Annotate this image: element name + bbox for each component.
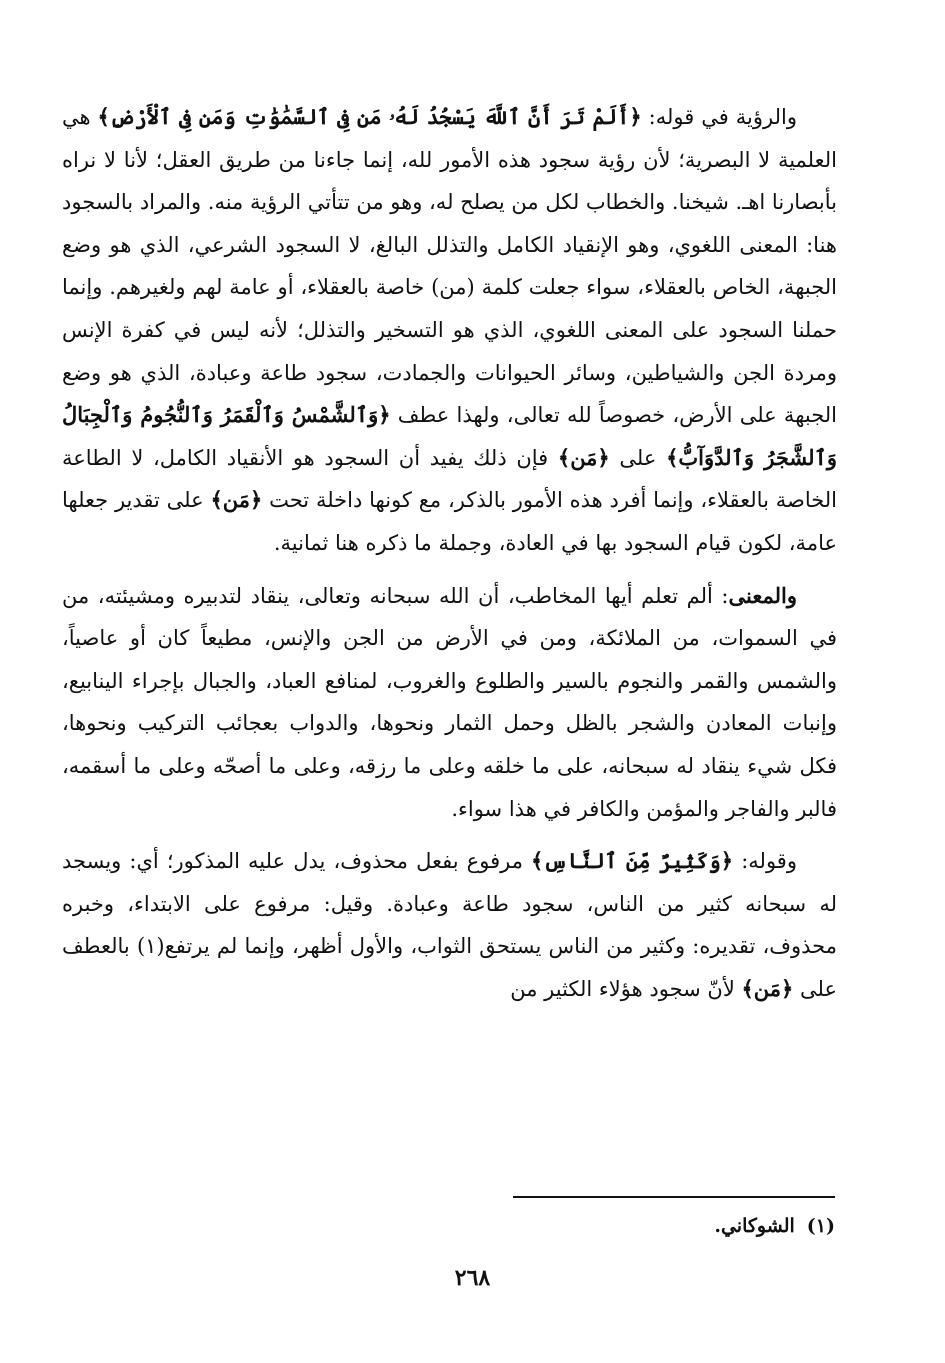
paragraph-1 [62,96,837,565]
quran-verse: ﴿مَن﴾ [210,487,263,513]
paragraph-2 [62,575,837,831]
text-segment: على [609,445,667,470]
page-number: ٢٦٨ [454,1265,491,1291]
paragraph-lead-word: والمعنى [728,582,797,608]
footnote-separator [513,1196,835,1198]
text-segment: لأنّ سجود هؤلاء الكثير من [510,976,742,1001]
quran-verse: ﴿وَٱلشَّمْسُ وَٱلْقَمَرُ وَٱلنُّجُومُ وَٱلْجِبَالُ وَٱلشَّجَرُ وَٱلدَّوَآبُّ﴾ [62,402,838,470]
text-segment: فإن ذلك يفيد أن السجود هو الأنقياد الكامل، لا الطاعة الخاصة بالعقلاء، وإنما أفرد هذه الأمور بالذكر، مع كونها داخلة تحت [62,445,838,513]
quran-verse: ﴿مَن﴾ [557,444,610,470]
text-segment: (١) [136,934,165,959]
footnote [195,1210,835,1242]
quran-verse: ﴿مَن﴾ [741,975,794,1001]
footnote-marker: (١) [806,1215,835,1237]
footnote-text: الشوكاني. [714,1215,795,1237]
text-segment: والرؤية في قوله: [641,105,797,129]
quran-verse: ﴿وَكَثِيرٌ مِّنَ ٱلنَّاسِ﴾ [531,848,734,874]
text-segment: مرفوع بفعل محذوف، يدل عليه المذكور؛ أي: ويسجد له سبحانه كثير من الناس، سجود طاعة وعبادة. وقيل: مرفوع على الابتداء، وخبره محذوف، تقديره: وكثير من الناس يستحق الثواب، والأول أظهر، وإنما لم يرتفع [62,849,837,959]
text-segment: : ألم تعلم أيها المخاطب، أن الله سبحانه وتعالى، ينقاد لتدبيره ومشيئته، من في السموات، من الملائكة، ومن في الأرض من الجن والإنس، مطيعاً كان أو عاصياً، والشمس والقمر والنجوم بالسير والطلوع والغروب، لمنافع العباد، والجبال بإجراء الينابيع، وإنبات المعادن والشجر بالظل وحمل الثمار ونحوها، والدواب بعجائب التركيب ونحوها، فكل شيء ينقاد له سبحانه، على ما خلقه وعلى ما رزقه، وعلى ما أصحّه وعلى ما أسقمه، فالبر والفاجر والمؤمن والكافر في هذا سواء. [62,583,837,821]
text-segment: بالعطف على [62,934,837,1001]
text-segment: هي العلمية لا البصرية؛ لأن رؤية سجود هذه الأمور لله، إنما جاءنا من طريق العقل؛ لأنا لا نراه بأبصارنا اهـ. شيخنا. والخطاب لكل من يصلح له، وهو من تتأتي الرؤية منه. والمراد بالسجود هنا: المعنى اللغوي، وهو الإنقياد الكامل والتذلل البالغ، لا السجود الشرعي، الذي هو وضع الجبهة، الخاص بالعقلاء، سواء جعلت كلمة (من) خاصة بالعقلاء، أو عامة لهم ولغيرهم. وإنما حملنا السجود على المعنى اللغوي، الذي هو التسخير والتذلل؛ لأنه ليس في كفرة الإنس ومردة الجن والشياطين، وسائر الحيوانات والجمادت، سجود طاعة وعبادة، الذي هو وضع الجبهة على الأرض، خصوصاً لله تعالى، ولهذا عطف [62,105,837,428]
main-text [62,96,837,1020]
quran-verse: ﴿أَلَمْ تَرَ أَنَّ ٱللَّهَ يَسْجُدُ لَهُۥ مَن فِى ٱلسَّمَٰوَٰتِ وَمَن فِى ٱلْأَرْضِ﴾ [97,104,642,129]
text-segment: وقوله: [733,849,797,874]
text-segment: على تقدير جعلها عامة، لكون قيام السجود بها في العادة، وجملة ما ذكره هنا ثمانية. [62,488,837,555]
paragraph-3 [62,840,837,1010]
